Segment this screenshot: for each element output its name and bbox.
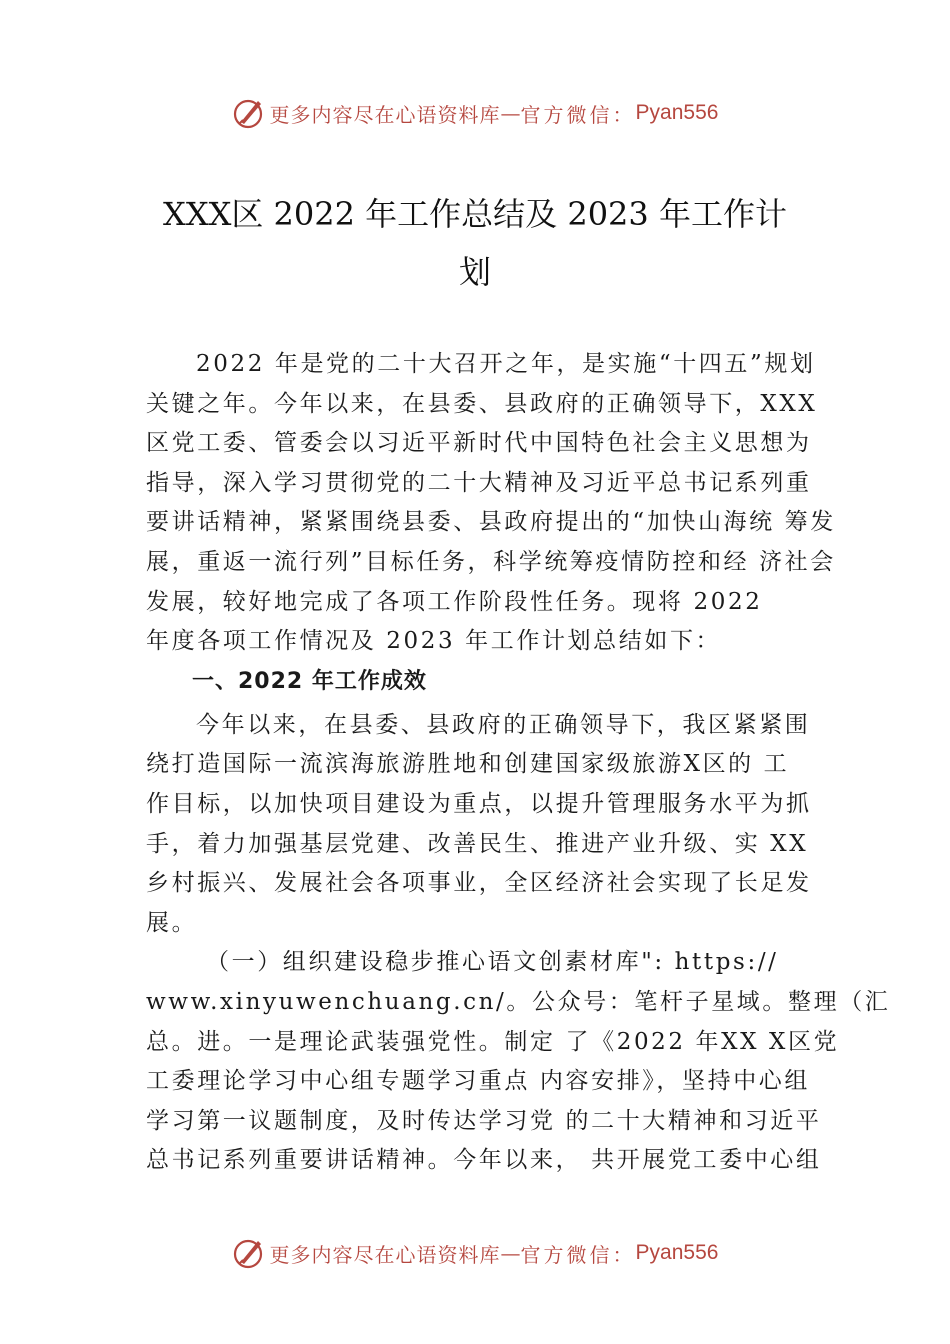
paragraph-line: 学习第一议题制度，及时传达学习党 的二十大精神和习近平 [146, 1107, 822, 1134]
paragraph-line: （一）组织建设稳步推心语文创素材库": https:// [206, 949, 779, 976]
watermark-banner-bottom [0, 1233, 950, 1273]
paragraph-line: 2022 年是党的二十大召开之年，是实施“十四五”规划 [196, 351, 816, 377]
title-line-2: 划 [458, 253, 491, 291]
title-line-1: XXX区 2022 年工作总结及 2023 年工作计 [163, 195, 787, 233]
paragraph-line: 总书记系列重要讲话精神。今年以来， 共开展党工委中心组 [146, 1147, 822, 1174]
paragraph-line: 年度各项工作情况及 2023 年工作计划总结如下： [146, 628, 722, 655]
paragraph-line: 作目标，以加快项目建设为重点，以提升管理服务水平为抓 [146, 790, 812, 817]
banner-dash: — [500, 1241, 521, 1265]
banner-wechat-id: Pyan556 [635, 101, 719, 124]
banner-text: 更多内容尽在心语资料库 [269, 102, 501, 127]
banner-wechat-label: 官方微信： [520, 102, 636, 127]
paragraph-line: 指导，深入学习贯彻党的二十大精神及习近平总书记系列重 [146, 469, 812, 496]
paragraph-line: 展，重返一流行列”目标任务，科学统筹疫情防控和经 济社会 [146, 548, 836, 575]
watermark-banner-top [0, 93, 950, 133]
document-title [120, 185, 830, 301]
paragraph-line: 工委理论学习中心组专题学习重点 内容安排》，坚持中心组 [146, 1068, 811, 1095]
paragraph-line: 区党工委、管委会以习近平新时代中国特色社会主义思想为 [146, 430, 812, 457]
banner-wechat-label: 官方微信： [520, 1242, 636, 1267]
paragraph-line: 今年以来，在县委、县政府的正确领导下，我区紧紧围 [196, 711, 811, 738]
section-heading: 一、2022 年工作成效 [192, 668, 427, 694]
paragraph-line: 乡村振兴、发展社会各项事业，全区经济社会实现了长足发 [146, 870, 812, 897]
quill-logo-icon [232, 1236, 266, 1270]
banner-wechat-id: Pyan556 [635, 1241, 719, 1264]
quill-logo-icon [232, 96, 266, 130]
paragraph-line: 绕打造国际一流滨海旅游胜地和创建国家级旅游X区的 工 [146, 751, 790, 778]
paragraph-line: 关键之年。今年以来，在县委、县政府的正确领导下，XXX [146, 390, 818, 417]
paragraph-line: 发展，较好地完成了各项工作阶段性任务。现将 2022 [146, 588, 763, 615]
document-body [146, 345, 891, 1181]
paragraph-line: 展。 [146, 909, 198, 936]
banner-dash: — [500, 101, 521, 125]
banner-text: 更多内容尽在心语资料库 [269, 1242, 501, 1267]
paragraph-line: 手，着力加强基层党建、改善民生、推进产业升级、实 XX [146, 830, 809, 857]
paragraph-line: 总。进。一是理论武装强党性。制定 了《2022 年XX X区党 [146, 1028, 840, 1055]
paragraph-line: 要讲话精神，紧紧围绕县委、县政府提出的“加快山海统 筹发 [146, 509, 836, 536]
paragraph-line: www.xinyuwenchuang.cn/。公众号：笔杆子星域。整理（汇 [146, 988, 891, 1015]
